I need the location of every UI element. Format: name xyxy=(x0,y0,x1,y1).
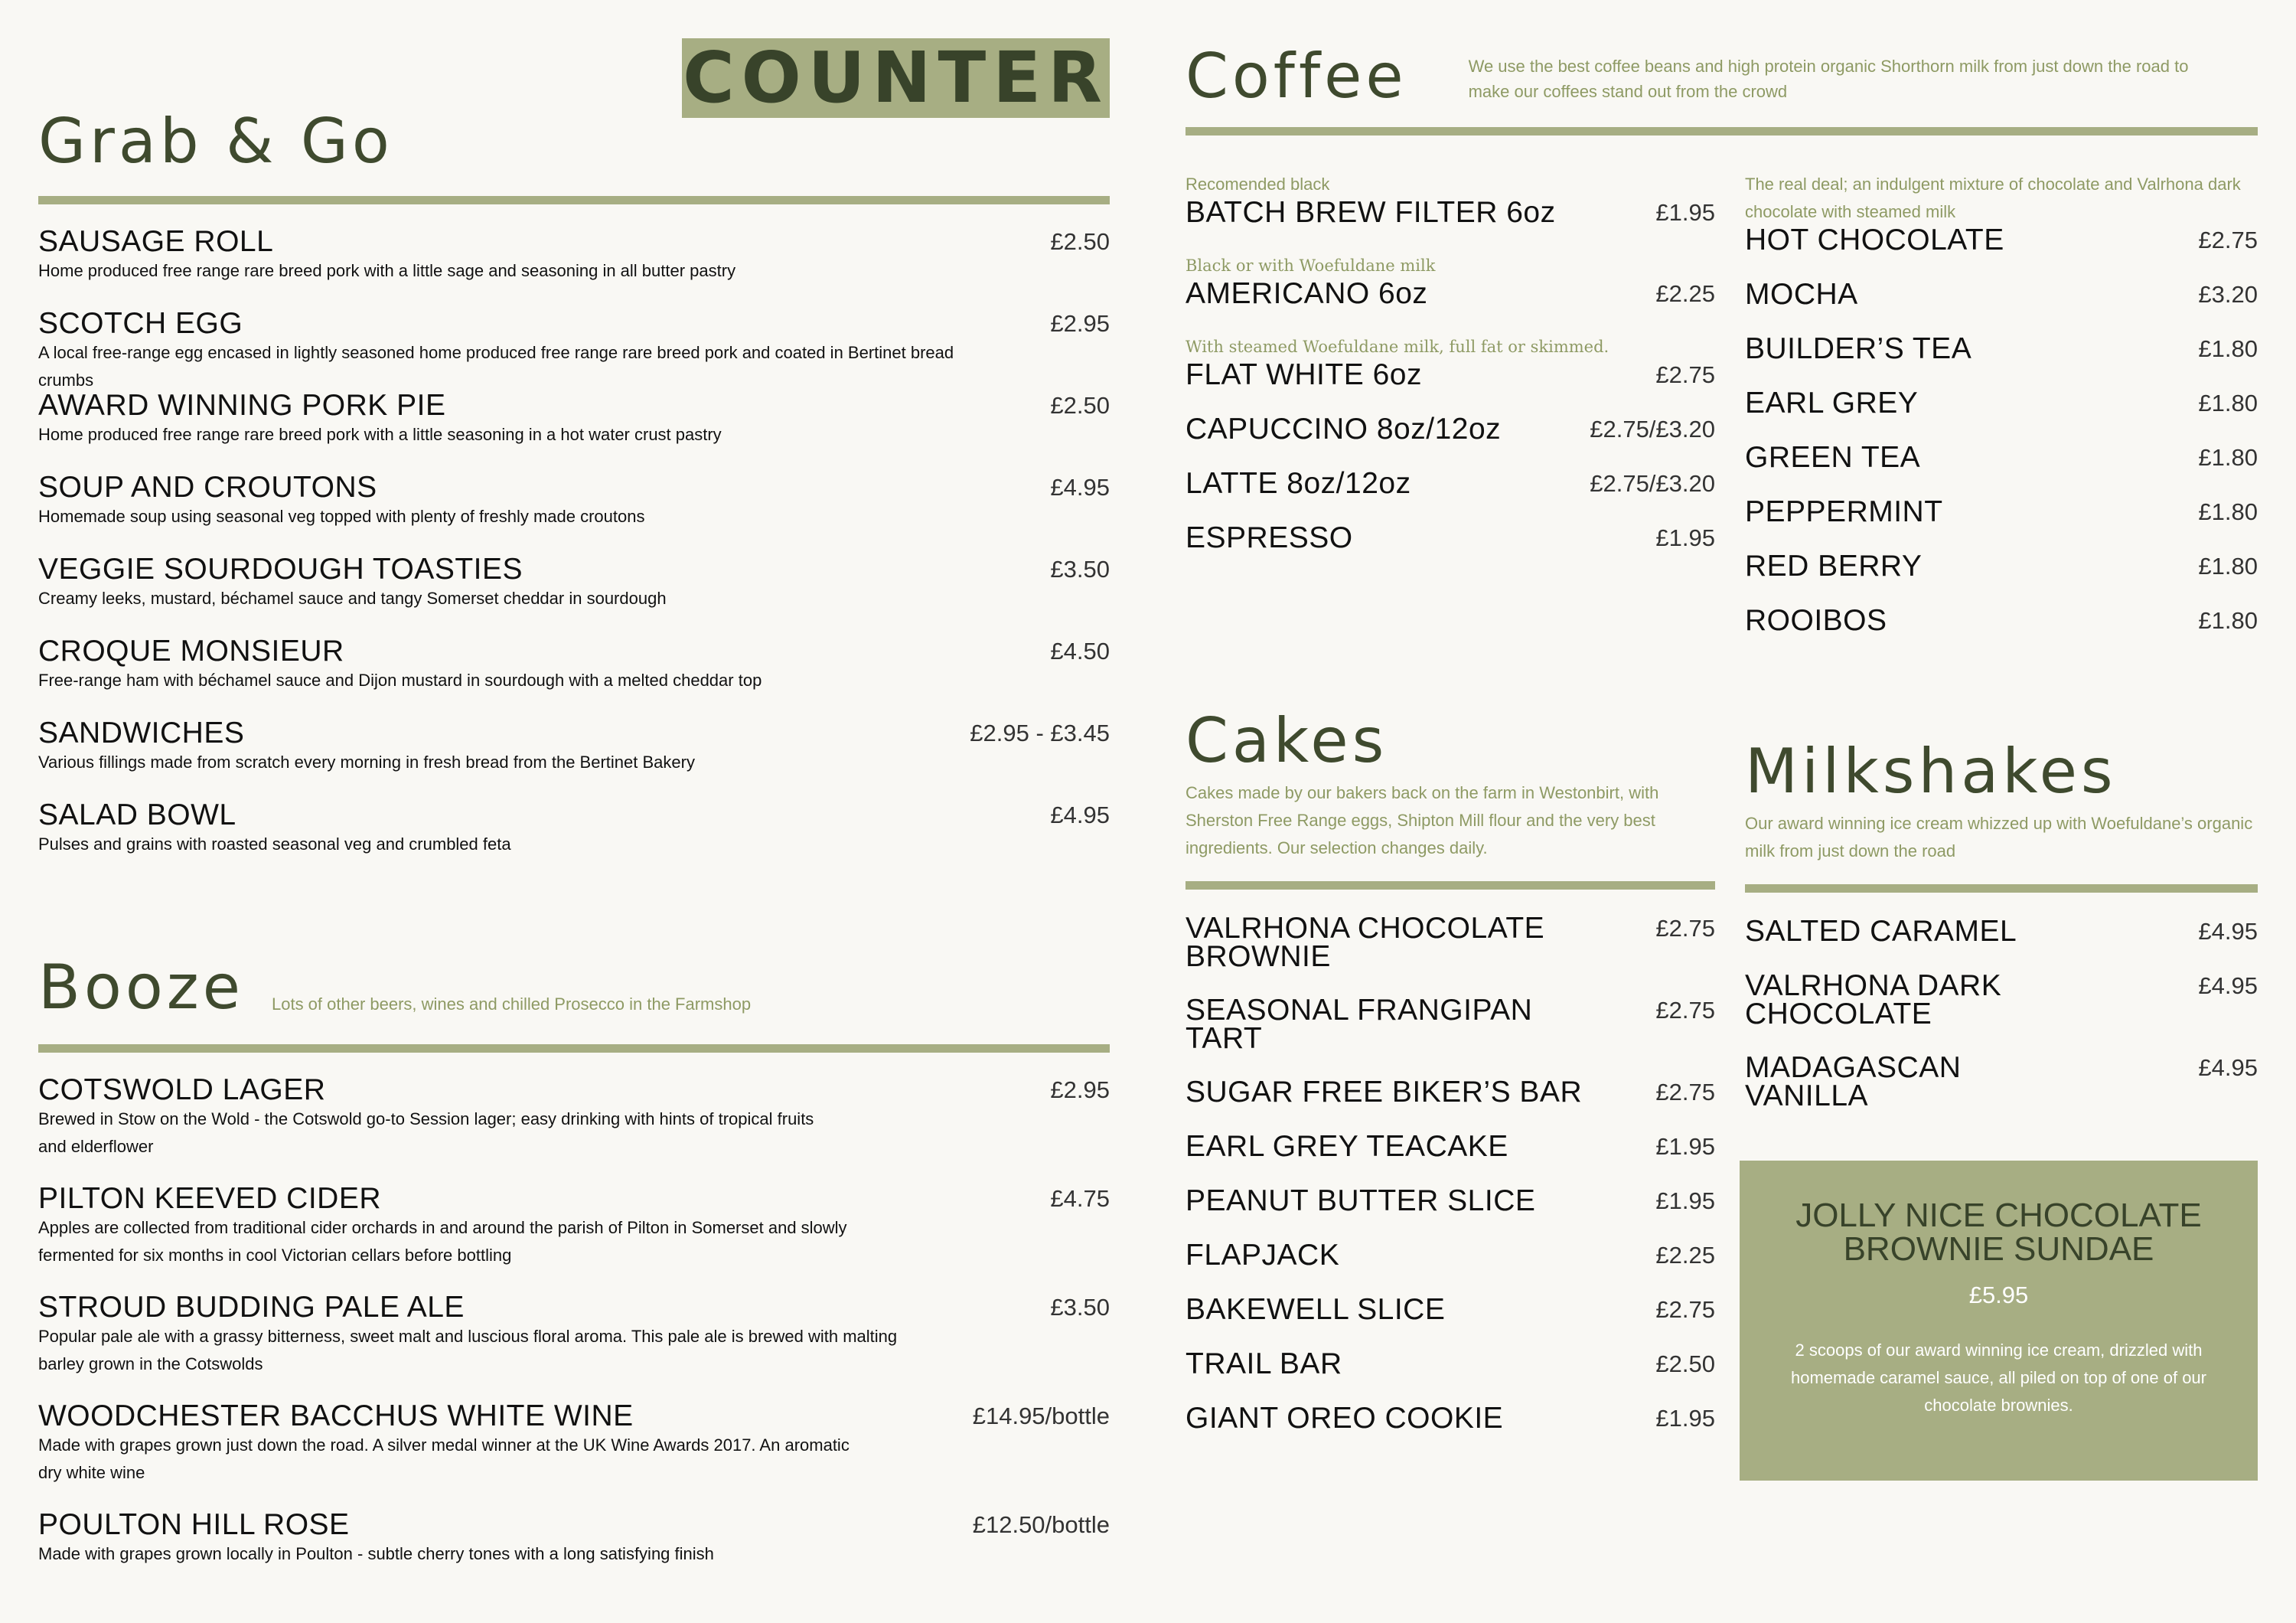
item-price: £2.25 xyxy=(1655,280,1715,307)
item-name: MADAGASCAN VANILLA xyxy=(1745,1051,1962,1112)
item-price: £1.80 xyxy=(2198,390,2258,416)
item-name: PILTON KEEVED CIDER xyxy=(38,1182,382,1215)
booze-title: Booze xyxy=(38,952,244,1023)
menu-item-pilton-cider xyxy=(38,1184,1110,1293)
menu-item-mocha xyxy=(1745,280,2258,335)
item-name: BAKEWELL SLICE xyxy=(1186,1293,1446,1326)
item-price: £1.80 xyxy=(2198,444,2258,471)
item-price: £3.50 xyxy=(1050,1294,1110,1321)
menu-item-dark-chocolate xyxy=(1745,969,2258,1053)
item-price: £1.95 xyxy=(1655,199,1715,226)
item-price: £2.95 - £3.45 xyxy=(970,720,1110,746)
item-price: £2.95 xyxy=(1050,1076,1110,1103)
booze-list xyxy=(38,1073,1110,1619)
section-divider xyxy=(38,1044,1110,1053)
item-price: £2.50 xyxy=(1655,1350,1715,1377)
menu-item-sandwiches xyxy=(38,719,1110,801)
item-price: £2.75 xyxy=(1655,361,1715,388)
item-name: GREEN TEA xyxy=(1745,441,1921,474)
item-price: £2.75 xyxy=(2198,227,2258,253)
section-divider xyxy=(1745,884,2258,893)
item-description: Brewed in Stow on the Wold - the Cotswold go-to Session lager; easy drinking with hints of tropical fruits and elderflower xyxy=(38,1109,814,1156)
item-description: Made with grapes grown just down the road. A silver medal winner at the UK Wine Awards 2017. An aromatic dry white wine xyxy=(38,1435,850,1482)
milk-note: With steamed Woefuldane milk, full fat or skimmed. xyxy=(1186,338,1609,356)
menu-item-espresso xyxy=(1186,521,1715,578)
sundae-title: JOLLY NICE CHOCOLATE BROWNIE SUNDAE xyxy=(1795,1197,2202,1268)
menu-item-latte xyxy=(1186,469,1715,524)
item-price: £14.95/bottle xyxy=(972,1403,1110,1429)
menu-item-oreo-cookie xyxy=(1186,1404,1715,1458)
item-price: £2.75 xyxy=(1655,997,1715,1024)
item-description: Popular pale ale with a grassy bitterness, sweet malt and luscious floral aroma. This pale ale is brewed with malting barley grown in the Cotswolds xyxy=(38,1327,898,1373)
item-price: £1.95 xyxy=(1655,1405,1715,1432)
menu-item-frangipan xyxy=(1186,996,1715,1078)
item-price: £3.50 xyxy=(1050,556,1110,583)
item-price: £1.95 xyxy=(1655,524,1715,551)
item-price: £2.75 xyxy=(1655,1079,1715,1105)
milkshakes-list xyxy=(1745,917,2258,1135)
item-name: PEPPERMINT xyxy=(1745,495,1943,528)
item-price: £2.75 xyxy=(1655,915,1715,942)
item-name: SAUSAGE ROLL xyxy=(38,225,274,258)
item-price: £4.95 xyxy=(2198,972,2258,999)
cakes-list xyxy=(1186,914,1715,1458)
section-divider xyxy=(1186,127,2258,136)
item-description: Pulses and grains with roasted seasonal veg and crumbled feta xyxy=(38,834,511,854)
item-name: SALTED CARAMEL xyxy=(1745,915,2017,948)
coffee-list-left xyxy=(1186,171,1715,578)
item-name: AMERICANO 6oz xyxy=(1186,277,1428,310)
menu-item-teacake xyxy=(1186,1132,1715,1187)
cakes-section xyxy=(1186,703,1715,1458)
item-name: STROUD BUDDING PALE ALE xyxy=(38,1291,465,1324)
menu-item-cotswold-lager xyxy=(38,1073,1110,1184)
counter-badge: COUNTER xyxy=(683,37,1109,119)
menu-item-soup xyxy=(38,473,1110,555)
menu-item-rooibos xyxy=(1745,606,2258,661)
item-price: £1.80 xyxy=(2198,553,2258,580)
item-name: SEASONAL FRANGIPAN TART xyxy=(1186,994,1533,1055)
item-price: £2.75/£3.20 xyxy=(1590,416,1715,442)
grab-and-go-list xyxy=(38,227,1110,883)
item-name: BATCH BREW FILTER 6oz xyxy=(1186,196,1556,229)
menu-item-peanut-butter-slice xyxy=(1186,1184,1715,1241)
menu-item-toasties xyxy=(38,555,1110,637)
item-price: £2.95 xyxy=(1050,310,1110,337)
item-name: SCOTCH EGG xyxy=(38,307,243,340)
booze-note: Lots of other beers, wines and chilled Prosecco in the Farmshop xyxy=(271,994,752,1014)
item-price: £3.20 xyxy=(2198,281,2258,308)
section-divider xyxy=(38,196,1110,204)
menu-item-green-tea xyxy=(1745,443,2258,498)
menu-item-flat-white xyxy=(1186,358,1715,415)
menu-item-salted-caramel xyxy=(1745,917,2258,972)
coffee-list-right xyxy=(1745,171,2258,661)
menu-item-croque-monsieur xyxy=(38,637,1110,719)
item-price: £1.95 xyxy=(1655,1133,1715,1160)
menu-item-bikers-bar xyxy=(1186,1078,1715,1132)
item-price: £4.75 xyxy=(1050,1185,1110,1212)
item-description: Apples are collected from traditional cider orchards in and around the parish of Pilton in Somerset and slowly fermented for six months in cool Victorian cellars before bottling xyxy=(38,1218,847,1265)
item-name: FLAPJACK xyxy=(1186,1239,1340,1272)
item-description: Home produced free range rare breed pork with a little seasoning in a hot water crust pastry xyxy=(38,425,722,444)
item-name: WOODCHESTER BACCHUS WHITE WINE xyxy=(38,1399,634,1432)
grab-and-go-title: Grab & Go xyxy=(38,106,393,177)
coffee-section xyxy=(1186,38,2258,136)
item-description: Home produced free range rare breed pork with a little sage and seasoning in all butter pastry xyxy=(38,261,736,280)
item-name: FLAT WHITE 6oz xyxy=(1186,358,1422,391)
cakes-note: Cakes made by our bakers back on the farm in Westonbirt, with Sherston Free Range eggs, Shipton Mill flour and the very best ingredients. Our selection changes daily. xyxy=(1186,783,1659,857)
menu-item-stroud-pale-ale xyxy=(38,1293,1110,1402)
item-price: £2.50 xyxy=(1050,392,1110,419)
item-description: Made with grapes grown locally in Poulton - subtle cherry tones with a long satisfying finish xyxy=(38,1544,714,1563)
item-name: COTSWOLD LAGER xyxy=(38,1073,326,1106)
menu-item-red-berry xyxy=(1745,552,2258,606)
item-name: MOCHA xyxy=(1745,278,1858,311)
item-name: HOT CHOCOLATE xyxy=(1745,224,2004,256)
hot-chocolate-note: The real deal; an indulgent mixture of chocolate and Valrhona dark chocolate with steamed milk xyxy=(1745,175,2241,221)
menu-item-sausage-roll xyxy=(38,227,1110,309)
menu-item-earl-grey xyxy=(1745,389,2258,443)
coffee-title: Coffee xyxy=(1186,41,1407,112)
item-name: VEGGIE SOURDOUGH TOASTIES xyxy=(38,553,523,586)
item-name: SUGAR FREE BIKER’S BAR xyxy=(1186,1076,1583,1109)
cakes-title: Cakes xyxy=(1186,705,1388,776)
item-name: VALRHONA CHOCOLATE BROWNIE xyxy=(1186,912,1545,973)
menu-item-poulton-rose xyxy=(38,1510,1110,1619)
item-name: ESPRESSO xyxy=(1186,521,1353,554)
menu-item-cappuccino xyxy=(1186,415,1715,469)
menu-item-batch-brew xyxy=(1186,198,1715,252)
sundae-special-box xyxy=(1740,1161,2258,1481)
menu-item-vanilla xyxy=(1745,1053,2258,1135)
americano-note: Black or with Woefuldane milk xyxy=(1186,256,1436,275)
item-name: ROOIBOS xyxy=(1745,604,1887,637)
item-price: £2.25 xyxy=(1655,1242,1715,1269)
milkshakes-title: Milkshakes xyxy=(1745,736,2117,807)
item-description: Homemade soup using seasonal veg topped with plenty of freshly made croutons xyxy=(38,507,645,526)
menu-item-bakewell xyxy=(1186,1295,1715,1350)
item-price: £4.50 xyxy=(1050,638,1110,665)
item-description: Creamy leeks, mustard, béchamel sauce and tangy Somerset cheddar in sourdough xyxy=(38,589,667,608)
item-name: AWARD WINNING PORK PIE xyxy=(38,389,446,422)
coffee-note: We use the best coffee beans and high protein organic Shorthorn milk from just down the road to make our coffees stand out from the crowd xyxy=(1468,57,2189,101)
menu-item-salad-bowl xyxy=(38,798,1110,883)
item-price: £4.95 xyxy=(1050,802,1110,828)
item-name: EARL GREY TEACAKE xyxy=(1186,1130,1508,1163)
item-description: Free-range ham with béchamel sauce and Dijon mustard in sourdough with a melted cheddar top xyxy=(38,671,762,690)
item-name: LATTE 8oz/12oz xyxy=(1186,467,1411,500)
section-divider xyxy=(1186,881,1715,890)
menu-item-builders-tea xyxy=(1745,332,2258,389)
item-price: £4.95 xyxy=(2198,1054,2258,1081)
item-price: £2.75/£3.20 xyxy=(1590,470,1715,497)
booze-section xyxy=(38,949,1110,1619)
item-price: £1.95 xyxy=(1655,1187,1715,1214)
item-price: £1.80 xyxy=(2198,607,2258,634)
sundae-price: £5.95 xyxy=(1968,1282,2029,1308)
item-name: BUILDER’S TEA xyxy=(1745,332,1972,365)
item-name: CAPUCCINO 8oz/12oz xyxy=(1186,413,1502,446)
item-name: CROQUE MONSIEUR xyxy=(38,635,344,668)
menu-item-brownie xyxy=(1186,914,1715,996)
item-name: SALAD BOWL xyxy=(38,798,236,831)
item-name: SANDWICHES xyxy=(38,717,245,749)
item-description: Various fillings made from scratch every morning in fresh bread from the Bertinet Bakery xyxy=(38,753,695,772)
item-name: GIANT OREO COOKIE xyxy=(1186,1402,1504,1435)
menu-item-scotch-egg xyxy=(38,309,1110,391)
item-name: SOUP AND CROUTONS xyxy=(38,471,377,504)
item-price: £1.80 xyxy=(2198,498,2258,525)
sundae-description: 2 scoops of our award winning ice cream, drizzled with homemade caramel sauce, all piled on top of one of our chocolate brownies. xyxy=(1791,1341,2206,1415)
grab-and-go-section xyxy=(38,100,1110,883)
item-price: £4.95 xyxy=(1050,474,1110,501)
item-price: £1.80 xyxy=(2198,335,2258,362)
menu-item-trail-bar xyxy=(1186,1347,1715,1404)
item-name: TRAIL BAR xyxy=(1186,1347,1342,1380)
item-price: £2.50 xyxy=(1050,228,1110,255)
milkshakes-note: Our award winning ice cream whizzed up with Woefuldane’s organic milk from just down the road xyxy=(1745,814,2253,860)
item-name: PEANUT BUTTER SLICE xyxy=(1186,1184,1536,1217)
coffee-black-note: Recomended black xyxy=(1186,175,1330,194)
item-name: VALRHONA DARK CHOCOLATE xyxy=(1745,969,2002,1030)
item-price: £4.95 xyxy=(2198,918,2258,945)
menu-item-pork-pie xyxy=(38,391,1110,473)
milkshakes-section xyxy=(1745,733,2258,1135)
menu-item-woodchester-wine xyxy=(38,1399,1110,1510)
menu-item-peppermint xyxy=(1745,495,2258,552)
item-description: A local free-range egg encased in lightly seasoned home produced free range rare breed pork and coated in Bertinet bread crumbs xyxy=(38,343,954,390)
item-price: £12.50/bottle xyxy=(972,1511,1110,1538)
menu-item-hot-chocolate xyxy=(1745,226,2258,280)
item-price: £2.75 xyxy=(1655,1296,1715,1323)
item-name: RED BERRY xyxy=(1745,550,1923,583)
menu-item-flapjack xyxy=(1186,1241,1715,1295)
item-name: POULTON HILL ROSE xyxy=(38,1508,350,1541)
menu-item-americano xyxy=(1186,279,1715,333)
item-name: EARL GREY xyxy=(1745,387,1919,420)
